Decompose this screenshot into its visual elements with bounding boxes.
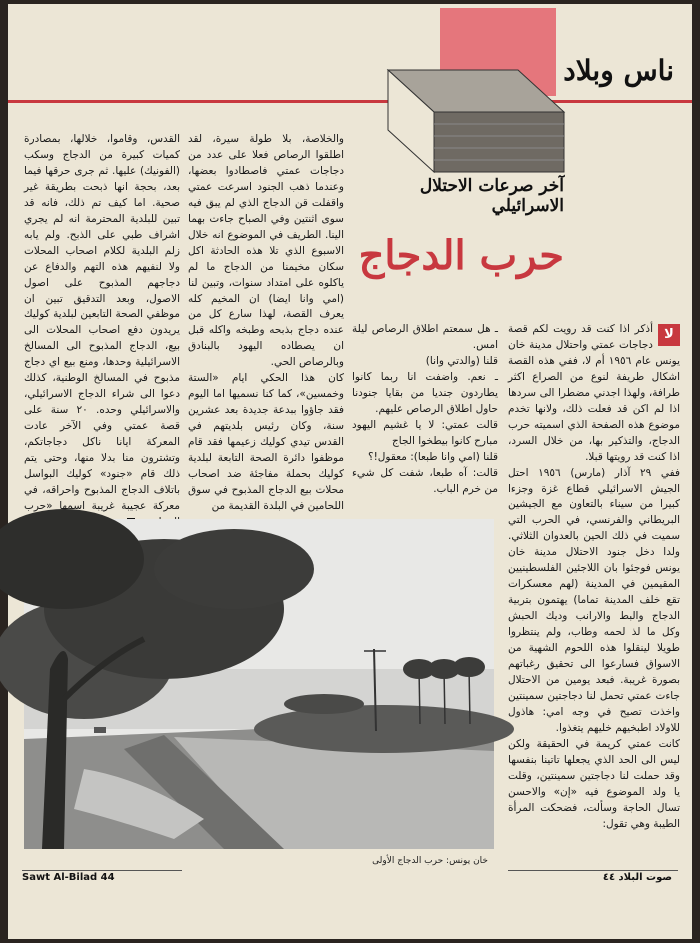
header-red-rule [8, 100, 692, 103]
column-2-text: ـ هل سمعتم اطلاق الرصاص ليلة امس. قلنا (والدتي وانا) ـ نعم. واضفت انا ربما كانوا يطاردون جنديا من بقايا جنودنا حاول اطلاق الرصاص عليهم. قالت عمتي: لا يا غشيم اليهود مبارح كانوا بيطخوا الجاج قلنا (امي وانا طبعا): معقول!؟ قالت: آه طبعا، شفت كل شيء من خرم الباب. [352, 323, 498, 495]
footer-rule-right [508, 870, 678, 871]
article-subtitle: آخر صرعات الاحتلال الاسرائيلي [419, 176, 564, 216]
footer-page-label-en: Sawt Al-Bilad 44 [22, 872, 115, 883]
column-1-text: أذكر اذا كنت قد رويت لكم قصة دجاجات عمتي واحتلال مدينة خان يونس عام ١٩٥٦ أم لا، ففي هذه القصة اشكال طريفة لنوع من الصراع اكثر طرافة، ولهذا اجدني مضطرا الى سردها اذا لم اكن قد فعلت ذلك، ولانها تخدم موضوع هذه الصفحة الذي اسميته حرب الدجاج، والتذكير بها، من خلال السرد، اذا كنت قد رويتها قبلا. ففي ٢٩ آذار (مارس) ١٩٥٦ احتل الجيش الاسرائيلي قطاع غزة وجزءا كبيرا من سيناء بالتعاون مع الجيشين البريطاني والفرنسي، في الحرب التي سميت في ذلك الحين بالعدوان الثلاثي. ولدا دخل جنود الاحتلال مدينة خان يونس فوجئوا بان اللاجئين الفلسطينيين المقيمين في المدينة (لهم معسكرات تقع خلف المدينة تماما) يهتمون بتربية الدجاج والبط والارانب وديك الحبش وكل ما لذ لحمه وطاب، ولم ينتظروا طويلا لينقلوا هذه اللحوم الشهية من الاسواق فسارعوا الى تحقيق رغباتهم بصورة غريبة. فبعد يومين من الاحتلال جاءت عمتي تحمل لنا دجاجتين سمينتين واخذت تصيح في وجه امي: هاذول للاولاد اطبخيهم خليهم يتغذوا. كانت عمتي كريمة في الحقيقة ولكن ليس الى الحد الذي يجعلها تاتينا بنفسها وقد حملت لنا دجاجتين سمينتين، وقلت يا ولد الموضوع فيه «إن» والاحسن تسال الحاجة وسألت، فضحكت المرأة الطيبة وهي تقول: [508, 323, 681, 830]
article-photo [24, 519, 494, 849]
article-title: حرب الدجاج [358, 232, 564, 279]
column-3-text: والخلاصة، بلا طولة سيرة، لقد اطلقوا الرصاص فعلا على عدد من دجاجات عمتي فاصطادوا بعضها، وعندما ذهب الجنود اسرعت عمتي واقفلت قن الدجاج الذي لم يبق فيه سوى اثنتين وفي الصباح جاءت بهما الينا. الطريف في الموضوع انه خلال الاسبوع الذي تلا هذه الحادثة اكل سكان مخيمنا من الدجاج ما لم ياكلوه على امتداد سنوات، وتبين لنا (امي وانا ايضا) ان المخيم كله يعرف القصة، لهذا سارع كل من عنده دجاج بذبحه وطبخه واكله قبل ان يصطاده اليهود بالبنادق وبالرصاص الحي. كان هذا الحكي ايام «الستة وخمسين»، كما كنا نسميها اما اليوم فقد جاؤوا ببدعة جديدة بعد عشرين سنة، وكان رئيس بلديتهم في القدس تيدي كوليك زعيمها فقد قام موظفوا دائرة الصحة التابعة لبلدية كوليك بحملة مفاجئة ضد اصحاب محلات بيع الدجاج المذبوح في سوق اللحامين في البلدة القديمة من [188, 133, 344, 512]
photo-caption: خان يونس: حرب الدجاج الأولى [372, 856, 488, 866]
article-column-4 [24, 132, 180, 512]
drop-cap: لا [658, 324, 680, 346]
article-column-2 [352, 322, 498, 512]
article-column-3 [188, 132, 344, 510]
section-logo: ناس وبلاد [563, 54, 674, 87]
article-column-1 [508, 322, 680, 894]
footer-rule-left [22, 870, 182, 871]
column-4-text: القدس، وقاموا، خلالها، بمصادرة كميات كبيرة من الدجاج وسكب (الفونيك) عليها. ثم جرى حرقها فيما بعد، بحجة انها ذبحت بطريقة غير صحية. اما كيف تم ذلك، فانه قد تبين للبلدية المحترمة انه لم يجري اشراف طبي على الذبح. ولم يابه زلم البلدية لكلام اصحاب المحلات ولا لنفيهم هذه التهم والدفاع عن دجاجهم المذبوح على اصول الاصول، وبعد التدقيق تبين ان موظفي الصحة التابعين لبلدية كوليك يريدون دفع اصحاب المحلات الى بيع، الدجاج المذبوح الى المسالخ الاسرائيلية وحدها، ومنع بيع اي دجاج مذبوح في المسالخ الوطنية، كذلك دعوا الى شراء الدجاج الاسرائيلي، والاسرائيلي وحده. ٢٠ سنة على قصة عمتي وفي الآخر عادت المعركة ايانا ناكل دجاجاتكم، وتشترون منا بدلا منها، وحتى يتم ذلك قام «جنود» كوليك البواسل باتلاف الدجاج المذبوح واحراقه، في معركة عجيبة غريبة اسمها «حرب [24, 133, 180, 512]
magazine-page [8, 4, 692, 939]
header-3d-emblem [388, 66, 564, 174]
headline-block [348, 176, 564, 278]
footer-page-label-ar: صوت البلاد ٤٤ [602, 872, 672, 883]
